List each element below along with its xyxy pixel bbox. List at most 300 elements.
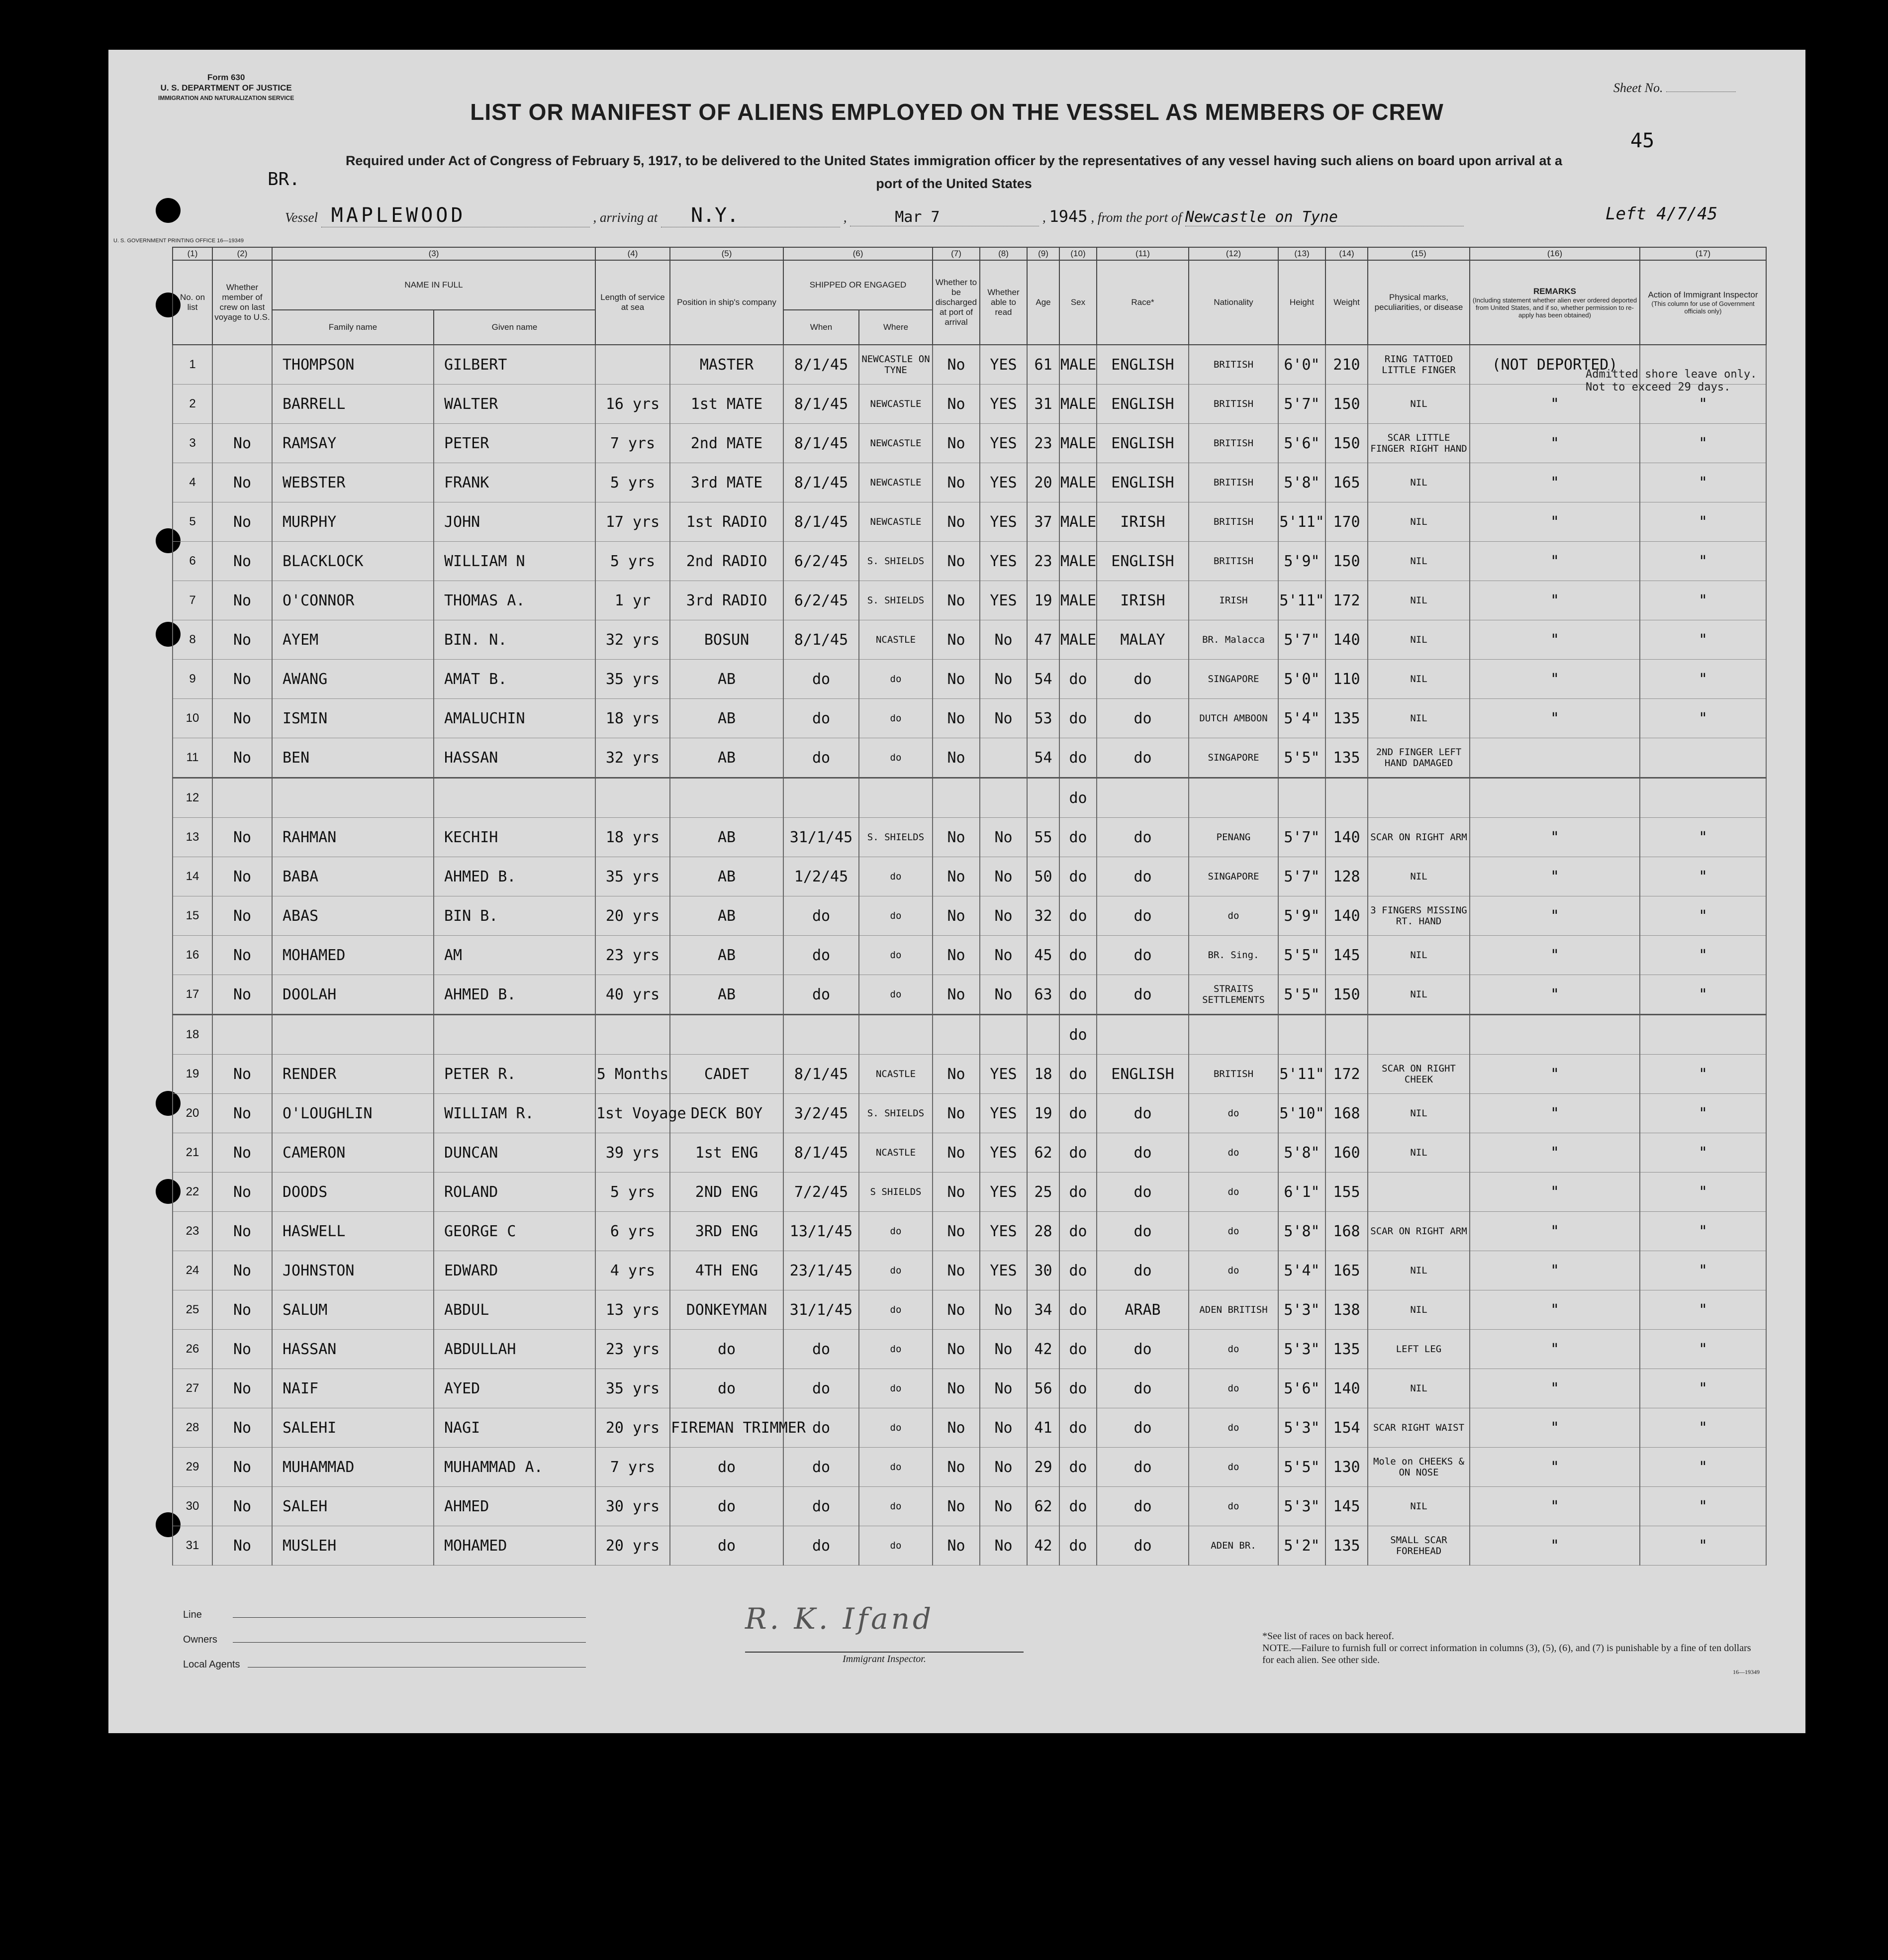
physical-marks-cell: NIL xyxy=(1368,857,1470,896)
discharged-cell: No xyxy=(933,896,980,936)
position-cell: AB xyxy=(670,738,783,778)
row-number-cell: 13 xyxy=(173,818,212,857)
remarks-cell: " xyxy=(1470,818,1640,857)
remarks-cell xyxy=(1470,1015,1640,1055)
prev-voyage-cell: No xyxy=(212,581,272,620)
nationality-cell: do xyxy=(1189,1133,1278,1173)
position-cell: CADET xyxy=(670,1055,783,1094)
discharged-cell xyxy=(933,1015,980,1055)
prev-voyage-cell: No xyxy=(212,1094,272,1133)
shipped-when-cell xyxy=(783,1015,859,1055)
position-cell: AB xyxy=(670,936,783,975)
shipped-where-cell: do xyxy=(859,1212,933,1251)
nationality-cell: do xyxy=(1189,1251,1278,1290)
age-cell: 23 xyxy=(1027,424,1059,463)
table-row xyxy=(173,581,1766,620)
prev-voyage-cell: No xyxy=(212,1055,272,1094)
row-number-cell: 30 xyxy=(173,1487,212,1526)
able-to-read-cell: YES xyxy=(980,1212,1027,1251)
shipped-where-cell: NCASTLE xyxy=(859,620,933,660)
row-number-cell: 23 xyxy=(173,1212,212,1251)
remarks-cell xyxy=(1470,738,1640,778)
height-cell: 5'7" xyxy=(1278,385,1325,424)
given-name-cell: ROLAND xyxy=(434,1173,595,1212)
nationality-cell xyxy=(1189,1015,1278,1055)
position-cell: 3rd RADIO xyxy=(670,581,783,620)
position-cell: 4TH ENG xyxy=(670,1251,783,1290)
height-cell: 5'5" xyxy=(1278,936,1325,975)
remarks-cell: " xyxy=(1470,857,1640,896)
given-name-cell: PETER R. xyxy=(434,1055,595,1094)
family-name-cell: O'CONNOR xyxy=(272,581,434,620)
remarks-cell: " xyxy=(1470,896,1640,936)
position-cell: do xyxy=(670,1487,783,1526)
shipped-where-cell: do xyxy=(859,936,933,975)
position-cell: AB xyxy=(670,896,783,936)
nationality-cell: BRITISH xyxy=(1189,463,1278,502)
prev-voyage-cell xyxy=(212,345,272,385)
nationality-cell: BRITISH xyxy=(1189,424,1278,463)
weight-cell: 165 xyxy=(1325,463,1368,502)
sex-cell: do xyxy=(1059,896,1097,936)
service-length-cell: 40 yrs xyxy=(595,975,670,1015)
discharged-cell: No xyxy=(933,660,980,699)
given-name-cell: KECHIH xyxy=(434,818,595,857)
shipped-where-cell: NEWCASTLE xyxy=(859,502,933,542)
nationality-cell: BRITISH xyxy=(1189,502,1278,542)
position-cell: AB xyxy=(670,975,783,1015)
discharged-cell: No xyxy=(933,620,980,660)
service-length-cell: 5 yrs xyxy=(595,463,670,502)
inspector-action-cell: " xyxy=(1640,581,1766,620)
given-name-cell: AM xyxy=(434,936,595,975)
given-name-cell: FRANK xyxy=(434,463,595,502)
inspector-action-cell: " xyxy=(1640,1526,1766,1566)
height-cell: 5'3" xyxy=(1278,1408,1325,1448)
col-number: (10) xyxy=(1059,247,1097,260)
able-to-read-cell: No xyxy=(980,936,1027,975)
discharged-cell: No xyxy=(933,738,980,778)
crew-rows xyxy=(173,345,1766,1566)
able-to-read-cell: YES xyxy=(980,1251,1027,1290)
position-cell xyxy=(670,1015,783,1055)
table-row xyxy=(173,1055,1766,1094)
shipped-where-cell: do xyxy=(859,1251,933,1290)
shipped-when-cell: 31/1/45 xyxy=(783,1290,859,1330)
weight-cell xyxy=(1325,778,1368,818)
row-number-cell: 11 xyxy=(173,738,212,778)
family-name-cell: JOHNSTON xyxy=(272,1251,434,1290)
family-name-cell: RAHMAN xyxy=(272,818,434,857)
shipped-where-cell: do xyxy=(859,1369,933,1408)
inspector-label: Immigrant Inspector. xyxy=(745,1652,1024,1665)
table-row xyxy=(173,502,1766,542)
table-row xyxy=(173,1369,1766,1408)
col-number: (14) xyxy=(1325,247,1368,260)
discharged-cell xyxy=(933,778,980,818)
nationality-cell: do xyxy=(1189,1487,1278,1526)
origin-port: Newcastle on Tyne xyxy=(1185,208,1464,226)
sheet-number-label: Sheet No. xyxy=(1613,81,1736,96)
given-name-cell: WILLIAM N xyxy=(434,542,595,581)
remarks-cell: " xyxy=(1470,1251,1640,1290)
inspector-action-cell: " xyxy=(1640,620,1766,660)
remarks-cell: " xyxy=(1470,1173,1640,1212)
vessel-flag: BR. xyxy=(268,169,300,190)
height-cell: 5'4" xyxy=(1278,699,1325,738)
given-name-cell: PETER xyxy=(434,424,595,463)
shipped-when-cell: 8/1/45 xyxy=(783,1055,859,1094)
inspector-action-cell: " xyxy=(1640,660,1766,699)
service-length-cell: 32 yrs xyxy=(595,620,670,660)
height-cell: 6'1" xyxy=(1278,1173,1325,1212)
weight-cell: 130 xyxy=(1325,1448,1368,1487)
able-to-read-cell: No xyxy=(980,1330,1027,1369)
family-name-cell: HASSAN xyxy=(272,1330,434,1369)
sex-cell: do xyxy=(1059,1133,1097,1173)
prev-voyage-cell xyxy=(212,778,272,818)
col-header-weight: Weight xyxy=(1325,260,1368,345)
height-cell: 5'11" xyxy=(1278,581,1325,620)
able-to-read-cell: YES xyxy=(980,502,1027,542)
shipped-when-cell: 8/1/45 xyxy=(783,1133,859,1173)
physical-marks-cell xyxy=(1368,1015,1470,1055)
shipped-when-cell: 8/1/45 xyxy=(783,620,859,660)
shore-leave-stamp: Admitted shore leave only. Not to exceed 29 days. xyxy=(1586,368,1757,393)
discharged-cell: No xyxy=(933,1212,980,1251)
shipped-where-cell: NEWCASTLE xyxy=(859,424,933,463)
col-number: (6) xyxy=(783,247,933,260)
position-cell: 1st MATE xyxy=(670,385,783,424)
prev-voyage-cell: No xyxy=(212,1330,272,1369)
age-cell: 28 xyxy=(1027,1212,1059,1251)
service-length-cell: 23 yrs xyxy=(595,936,670,975)
physical-marks-cell: NIL xyxy=(1368,385,1470,424)
able-to-read-cell: No xyxy=(980,1369,1027,1408)
weight-cell: 140 xyxy=(1325,896,1368,936)
arrival-port: N.Y. xyxy=(661,204,840,227)
col-number: (1) xyxy=(173,247,212,260)
row-number-cell: 28 xyxy=(173,1408,212,1448)
row-number-cell: 6 xyxy=(173,542,212,581)
sex-cell: do xyxy=(1059,738,1097,778)
race-cell: do xyxy=(1097,1251,1189,1290)
height-cell: 5'2" xyxy=(1278,1526,1325,1566)
remarks-cell: " xyxy=(1470,936,1640,975)
table-row xyxy=(173,1173,1766,1212)
discharged-cell: No xyxy=(933,1251,980,1290)
row-number-cell: 17 xyxy=(173,975,212,1015)
shipped-when-cell: 8/1/45 xyxy=(783,345,859,385)
discharged-cell: No xyxy=(933,857,980,896)
given-name-cell: BIN B. xyxy=(434,896,595,936)
service-length-cell xyxy=(595,1015,670,1055)
col-number: (16) xyxy=(1470,247,1640,260)
inspector-action-cell: " xyxy=(1640,818,1766,857)
weight-cell: 155 xyxy=(1325,1173,1368,1212)
service-length-cell: 20 yrs xyxy=(595,896,670,936)
col-number: (11) xyxy=(1097,247,1189,260)
weight-cell: 154 xyxy=(1325,1408,1368,1448)
height-cell: 5'7" xyxy=(1278,818,1325,857)
shipped-where-cell: NEWCASTLE xyxy=(859,385,933,424)
prev-voyage-cell: No xyxy=(212,463,272,502)
shipped-where-cell: S. SHIELDS xyxy=(859,542,933,581)
table-row xyxy=(173,1526,1766,1566)
shipped-where-cell xyxy=(859,778,933,818)
position-cell: AB xyxy=(670,818,783,857)
race-cell: do xyxy=(1097,975,1189,1015)
weight-cell: 128 xyxy=(1325,857,1368,896)
given-name-cell: AMALUCHIN xyxy=(434,699,595,738)
age-cell: 25 xyxy=(1027,1173,1059,1212)
nationality-cell: PENANG xyxy=(1189,818,1278,857)
sex-cell: do xyxy=(1059,975,1097,1015)
col-header-prev-voyage: Whether member of crew on last voyage to U.S. xyxy=(212,260,272,345)
weight-cell: 150 xyxy=(1325,424,1368,463)
shipped-where-cell: NEWCASTLE xyxy=(859,463,933,502)
shipped-when-cell: do xyxy=(783,1448,859,1487)
sex-cell: do xyxy=(1059,1526,1097,1566)
sex-cell: MALE xyxy=(1059,542,1097,581)
service-length-cell: 1st Voyage xyxy=(595,1094,670,1133)
document-subtitle: Required under Act of Congress of February 5, 1917, to be delivered to the United States immigration officer by the representatives of any vessel having such aliens on board upon arrival at a port of the United States xyxy=(345,153,1563,191)
service-length-cell: 20 yrs xyxy=(595,1526,670,1566)
position-cell: 2ND ENG xyxy=(670,1173,783,1212)
given-name-cell: HASSAN xyxy=(434,738,595,778)
shipped-where-cell: S. SHIELDS xyxy=(859,818,933,857)
crew-table xyxy=(172,247,1767,1566)
row-number-cell: 31 xyxy=(173,1526,212,1566)
nationality-cell: do xyxy=(1189,1408,1278,1448)
family-name-cell: RENDER xyxy=(272,1055,434,1094)
shipped-where-cell: do xyxy=(859,699,933,738)
family-name-cell: SALUM xyxy=(272,1290,434,1330)
table-row xyxy=(173,778,1766,818)
family-name-cell: O'LOUGHLIN xyxy=(272,1094,434,1133)
sex-cell: do xyxy=(1059,1212,1097,1251)
weight-cell: 172 xyxy=(1325,581,1368,620)
service-length-cell: 7 yrs xyxy=(595,424,670,463)
age-cell xyxy=(1027,778,1059,818)
height-cell: 5'11" xyxy=(1278,502,1325,542)
position-cell: AB xyxy=(670,857,783,896)
height-cell: 5'3" xyxy=(1278,1487,1325,1526)
height-cell: 6'0" xyxy=(1278,345,1325,385)
col-header-read: Whether able to read xyxy=(980,260,1027,345)
position-cell: 1st ENG xyxy=(670,1133,783,1173)
able-to-read-cell: No xyxy=(980,857,1027,896)
inspector-action-cell: " xyxy=(1640,1448,1766,1487)
sex-cell: do xyxy=(1059,778,1097,818)
footer-line: Line xyxy=(183,1609,586,1621)
shipped-when-cell: do xyxy=(783,1408,859,1448)
table-row xyxy=(173,1448,1766,1487)
table-row xyxy=(173,463,1766,502)
family-name-cell: AYEM xyxy=(272,620,434,660)
race-cell: ENGLISH xyxy=(1097,385,1189,424)
able-to-read-cell: No xyxy=(980,1487,1027,1526)
sex-cell: MALE xyxy=(1059,345,1097,385)
physical-marks-cell: SCAR ON RIGHT ARM xyxy=(1368,1212,1470,1251)
prev-voyage-cell: No xyxy=(212,818,272,857)
race-cell: IRISH xyxy=(1097,581,1189,620)
column-numbers-row xyxy=(173,247,1766,260)
service-length-cell: 5 Months xyxy=(595,1055,670,1094)
remarks-cell: " xyxy=(1470,502,1640,542)
shipped-where-cell: do xyxy=(859,1330,933,1369)
able-to-read-cell: No xyxy=(980,1448,1027,1487)
age-cell: 63 xyxy=(1027,975,1059,1015)
prev-voyage-cell: No xyxy=(212,1408,272,1448)
sex-cell: do xyxy=(1059,660,1097,699)
weight-cell: 140 xyxy=(1325,818,1368,857)
physical-marks-cell: NIL xyxy=(1368,936,1470,975)
service-name: IMMIGRATION AND NATURALIZATION SERVICE xyxy=(158,95,294,101)
able-to-read-cell: No xyxy=(980,1290,1027,1330)
able-to-read-cell xyxy=(980,778,1027,818)
col-header-shipped: SHIPPED OR ENGAGED xyxy=(783,260,933,310)
height-cell: 5'7" xyxy=(1278,620,1325,660)
col-header-age: Age xyxy=(1027,260,1059,345)
weight-cell: 140 xyxy=(1325,1369,1368,1408)
age-cell: 19 xyxy=(1027,1094,1059,1133)
shipped-when-cell: do xyxy=(783,699,859,738)
physical-marks-cell: LEFT LEG xyxy=(1368,1330,1470,1369)
sex-cell: do xyxy=(1059,1448,1097,1487)
age-cell: 19 xyxy=(1027,581,1059,620)
physical-marks-cell: SCAR ON RIGHT ARM xyxy=(1368,818,1470,857)
prev-voyage-cell: No xyxy=(212,1369,272,1408)
height-cell: 5'4" xyxy=(1278,1251,1325,1290)
nationality-cell: SINGAPORE xyxy=(1189,738,1278,778)
physical-marks-cell: 3 FINGERS MISSING RT. HAND xyxy=(1368,896,1470,936)
discharged-cell: No xyxy=(933,502,980,542)
position-cell: FIREMAN TRIMMER xyxy=(670,1408,783,1448)
departure-stamp: Left 4/7/45 xyxy=(1605,204,1718,224)
nationality-cell: do xyxy=(1189,1448,1278,1487)
family-name-cell: BLACKLOCK xyxy=(272,542,434,581)
shipped-when-cell: do xyxy=(783,660,859,699)
given-name-cell: JOHN xyxy=(434,502,595,542)
sex-cell: MALE xyxy=(1059,581,1097,620)
arrival-date: Mar 7 xyxy=(850,208,1039,226)
family-name-cell: DOODS xyxy=(272,1173,434,1212)
col-number: (9) xyxy=(1027,247,1059,260)
able-to-read-cell: No xyxy=(980,975,1027,1015)
service-length-cell: 39 yrs xyxy=(595,1133,670,1173)
race-cell: ENGLISH xyxy=(1097,542,1189,581)
family-name-cell: SALEH xyxy=(272,1487,434,1526)
able-to-read-cell: YES xyxy=(980,424,1027,463)
col-number: (4) xyxy=(595,247,670,260)
remarks-cell: " xyxy=(1470,1330,1640,1369)
family-name-cell: BARRELL xyxy=(272,385,434,424)
prev-voyage-cell: No xyxy=(212,1251,272,1290)
prev-voyage-cell: No xyxy=(212,1526,272,1566)
service-length-cell: 30 yrs xyxy=(595,1487,670,1526)
given-name-cell: ABDUL xyxy=(434,1290,595,1330)
row-number-cell: 10 xyxy=(173,699,212,738)
height-cell: 5'8" xyxy=(1278,1212,1325,1251)
age-cell xyxy=(1027,1015,1059,1055)
remarks-cell: " xyxy=(1470,1290,1640,1330)
row-number-cell: 25 xyxy=(173,1290,212,1330)
remarks-cell: " xyxy=(1470,975,1640,1015)
row-number-cell: 14 xyxy=(173,857,212,896)
nationality-cell: SINGAPORE xyxy=(1189,857,1278,896)
table-row xyxy=(173,818,1766,857)
height-cell: 5'7" xyxy=(1278,857,1325,896)
weight-cell: 145 xyxy=(1325,936,1368,975)
sex-cell: do xyxy=(1059,699,1097,738)
weight-cell xyxy=(1325,1015,1368,1055)
row-number-cell: 3 xyxy=(173,424,212,463)
race-cell: do xyxy=(1097,1133,1189,1173)
nationality-cell: BRITISH xyxy=(1189,385,1278,424)
inspector-action-cell: " xyxy=(1640,1330,1766,1369)
service-length-cell: 20 yrs xyxy=(595,1408,670,1448)
physical-marks-cell: NIL xyxy=(1368,502,1470,542)
age-cell: 34 xyxy=(1027,1290,1059,1330)
row-number-cell: 1 xyxy=(173,345,212,385)
shipped-when-cell: do xyxy=(783,738,859,778)
age-cell: 23 xyxy=(1027,542,1059,581)
sex-cell: MALE xyxy=(1059,620,1097,660)
family-name-cell xyxy=(272,1015,434,1055)
prev-voyage-cell: No xyxy=(212,1448,272,1487)
physical-marks-cell: SCAR ON RIGHT CHEEK xyxy=(1368,1055,1470,1094)
physical-marks-cell: NIL xyxy=(1368,542,1470,581)
inspector-action-cell: " xyxy=(1640,1251,1766,1290)
service-length-cell: 18 yrs xyxy=(595,699,670,738)
weight-cell: 135 xyxy=(1325,1526,1368,1566)
physical-marks-cell: NIL xyxy=(1368,620,1470,660)
race-cell: ENGLISH xyxy=(1097,345,1189,385)
family-name-cell: MURPHY xyxy=(272,502,434,542)
age-cell: 45 xyxy=(1027,936,1059,975)
inspector-action-cell: " xyxy=(1640,699,1766,738)
inspector-action-cell: " xyxy=(1640,936,1766,975)
prev-voyage-cell xyxy=(212,385,272,424)
able-to-read-cell: YES xyxy=(980,463,1027,502)
race-cell xyxy=(1097,778,1189,818)
inspector-action-cell: " xyxy=(1640,1055,1766,1094)
punch-hole xyxy=(156,198,181,223)
race-cell: do xyxy=(1097,1408,1189,1448)
remarks-cell xyxy=(1470,778,1640,818)
weight-cell: 110 xyxy=(1325,660,1368,699)
able-to-read-cell: No xyxy=(980,1526,1027,1566)
sex-cell: MALE xyxy=(1059,463,1097,502)
age-cell: 30 xyxy=(1027,1251,1059,1290)
shipped-where-cell: S SHIELDS xyxy=(859,1173,933,1212)
physical-marks-cell: NIL xyxy=(1368,1290,1470,1330)
given-name-cell: AHMED B. xyxy=(434,975,595,1015)
row-number-cell: 5 xyxy=(173,502,212,542)
sex-cell: MALE xyxy=(1059,502,1097,542)
physical-marks-cell: SCAR LITTLE FINGER RIGHT HAND xyxy=(1368,424,1470,463)
physical-marks-cell: NIL xyxy=(1368,975,1470,1015)
nationality-cell: ADEN BR. xyxy=(1189,1526,1278,1566)
family-name-cell: MUHAMMAD xyxy=(272,1448,434,1487)
nationality-cell: IRISH xyxy=(1189,581,1278,620)
physical-marks-cell: NIL xyxy=(1368,463,1470,502)
table-row xyxy=(173,660,1766,699)
remarks-cell: " xyxy=(1470,699,1640,738)
weight-cell: 135 xyxy=(1325,699,1368,738)
table-row xyxy=(173,345,1766,385)
